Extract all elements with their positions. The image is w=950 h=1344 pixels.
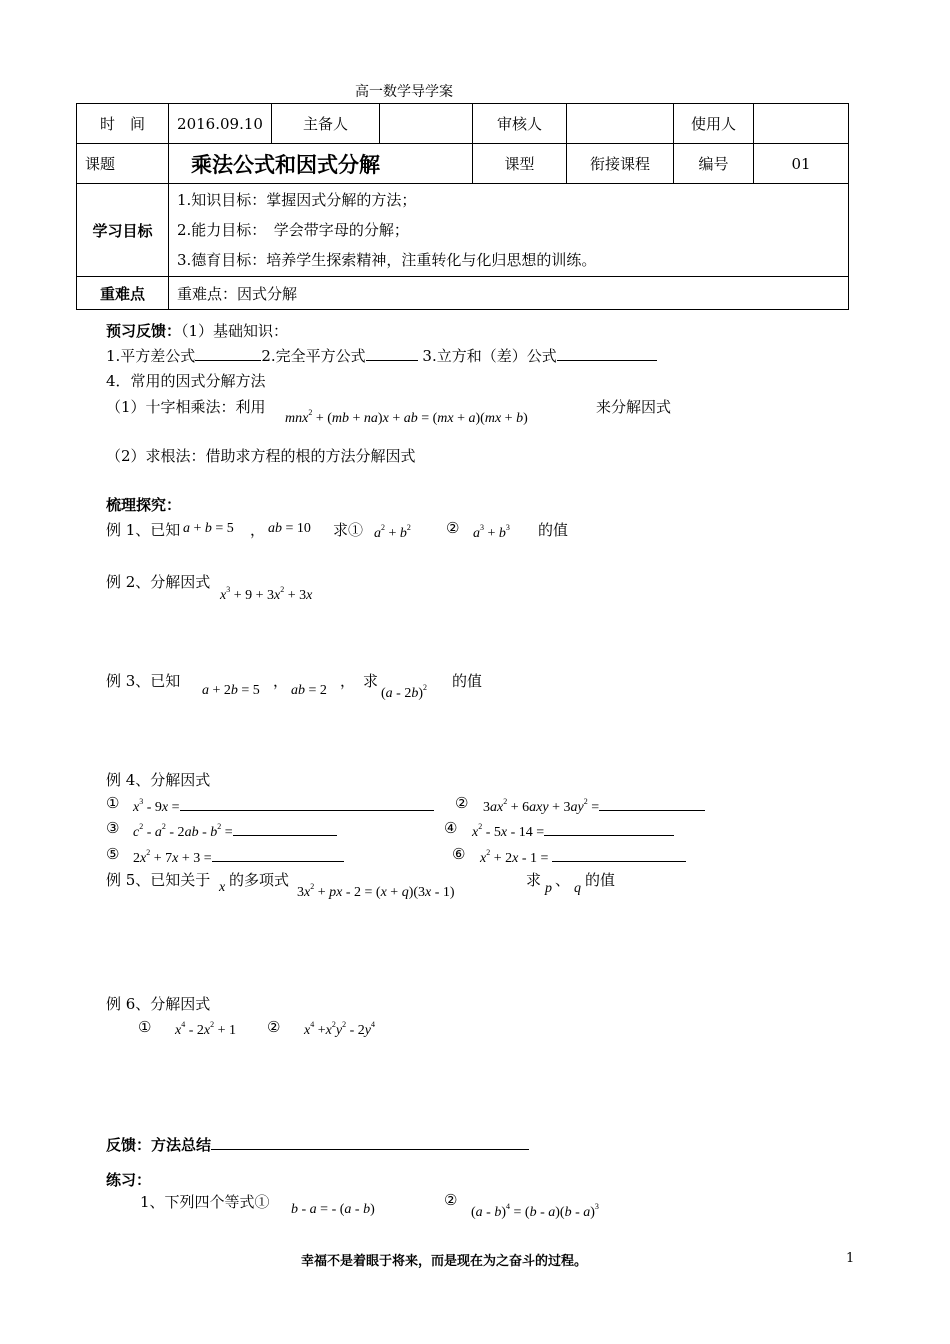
ex3-formula-square: (a - 2b)$^2$ xyxy=(381,683,428,701)
feedback-blank[interactable] xyxy=(211,1135,529,1150)
example-5-c: 求 xyxy=(526,871,542,889)
answer-blank-5[interactable] xyxy=(212,847,344,862)
goal-item: 3.德育目标：培养学生探索精神，注重转化与化归思想的训练。 xyxy=(177,251,597,269)
ex4-formula-6: $x^2 + 2x - 1$ = xyxy=(480,847,686,867)
user-label: 使用人 xyxy=(674,104,754,144)
date-value: 2016.09.10 xyxy=(169,104,272,144)
practice-heading: 练习： xyxy=(106,1171,152,1189)
page-number: 1 xyxy=(846,1251,855,1266)
ex5-variable-q: q xyxy=(574,881,581,896)
circle-3: ③ xyxy=(106,819,120,837)
preparer-label: 主备人 xyxy=(272,104,380,144)
practice-q1: 1、下列四个等式① xyxy=(140,1193,270,1211)
example-5-e: 的值 xyxy=(585,871,616,889)
footer-motto: 幸福不是着眼于将来，而是现在为之奋斗的过程。 xyxy=(301,1254,588,1269)
topic-label: 课题 xyxy=(77,144,169,184)
example-1-b: ， xyxy=(250,521,266,539)
ex1-formula-cubes: $a^3 + b^3$ xyxy=(473,523,510,541)
feedback-line xyxy=(106,1134,529,1155)
example-1-c: 求① xyxy=(333,521,364,539)
ex4-formula-1: $x^3 - 9x$ = xyxy=(133,796,434,816)
example-2: 例 2、分解因式 xyxy=(106,573,211,591)
ex4-formula-3: $c^2 - a^2 - 2ab - b^2$ = xyxy=(133,821,337,841)
example-5-d: 、 xyxy=(555,871,571,889)
header-table xyxy=(76,103,849,310)
practice-formula-2: (a - b)$^4$ = (b - a)(b - a)$^3$ xyxy=(471,1202,599,1220)
number-value: 01 xyxy=(754,144,849,184)
type-label: 课型 xyxy=(473,144,567,184)
topic-value: 乘法公式和因式分解 xyxy=(169,144,473,184)
example-3-d: 求 xyxy=(363,672,379,690)
ex3-formula-product: ab = 2 xyxy=(291,683,327,698)
ex5-formula: $3x^2$ + px - 2 = (x + q)(3x - 1) xyxy=(297,882,455,900)
type-value: 衔接课程 xyxy=(567,144,674,184)
example-3-c: ， xyxy=(340,672,356,690)
example-5-b: 的多项式 xyxy=(229,871,290,889)
preview-items-line xyxy=(106,345,657,366)
example-1-e: 的值 xyxy=(538,521,569,539)
ex5-variable-p: p xyxy=(545,881,552,896)
explore-heading: 梳理探究： xyxy=(106,496,182,514)
blank-1[interactable] xyxy=(195,346,261,361)
example-4: 例 4、分解因式 xyxy=(106,771,211,789)
blank-3[interactable] xyxy=(557,346,657,361)
example-5-a: 例 5、已知关于 xyxy=(106,871,211,889)
ex6-formula-2: $x^4 +x^2y^2 - 2y^4$ xyxy=(304,1020,375,1038)
preview-item-2: 2.完全平方公式 xyxy=(261,347,366,365)
answer-blank-2[interactable] xyxy=(599,796,705,811)
ex4-formula-2: $3ax^2 + 6axy + 3ay^2$ = xyxy=(483,796,705,816)
ex3-formula-sum: a + 2b = 5 xyxy=(202,683,260,698)
key-label: 重难点 xyxy=(77,277,169,310)
goals-label: 学习目标 xyxy=(77,184,169,277)
preview-item-4: 4．常用的因式分解方法 xyxy=(106,372,266,390)
example-1-d: ② xyxy=(446,519,460,537)
circle-4: ④ xyxy=(444,819,458,837)
feedback-label: 反馈：方法总结 xyxy=(106,1136,212,1154)
example-1-a: 例 1、已知 xyxy=(106,521,181,539)
ex6-formula-1: $x^4 - 2x^2 + 1$ xyxy=(175,1020,237,1038)
answer-blank-6[interactable] xyxy=(552,847,686,862)
goals-list xyxy=(169,184,849,277)
blank-2[interactable] xyxy=(366,346,418,361)
answer-blank-3[interactable] xyxy=(233,821,337,836)
circle-1: ① xyxy=(106,794,120,812)
formula-cross-multiply: mnx$^2$ + (mb + na)x + ab = (mx + a)(mx + b) xyxy=(285,408,528,426)
method-1-prefix: （1）十字相乘法：利用 xyxy=(106,398,266,416)
key-value: 重难点：因式分解 xyxy=(169,277,849,310)
preview-item-1: 1.平方差公式 xyxy=(106,347,196,365)
circle-5: ⑤ xyxy=(106,845,120,863)
reviewer-value xyxy=(567,104,674,144)
ex6-circle-1: ① xyxy=(138,1018,152,1036)
ex6-circle-2: ② xyxy=(267,1018,281,1036)
time-label: 时 间 xyxy=(77,104,169,144)
ex1-formula-sum: a + b = 5 xyxy=(183,521,234,536)
answer-blank-4[interactable] xyxy=(544,821,674,836)
goal-item: 1.知识目标：掌握因式分解的方法； xyxy=(177,191,417,209)
example-3-e: 的值 xyxy=(452,672,483,690)
reviewer-label: 审核人 xyxy=(473,104,567,144)
preview-subheading: （1）基础知识： xyxy=(181,322,289,340)
ex4-formula-5: $2x^2 + 7x + 3$ = xyxy=(133,847,344,867)
goal-item: 2.能力目标： 学会带字母的分解； xyxy=(177,221,409,239)
practice-formula-1: b - a = - (a - b) xyxy=(291,1202,375,1217)
user-value xyxy=(754,104,849,144)
preparer-value xyxy=(380,104,473,144)
example-6: 例 6、分解因式 xyxy=(106,995,211,1013)
answer-blank-1[interactable] xyxy=(180,796,434,811)
circle-2: ② xyxy=(455,794,469,812)
number-label: 编号 xyxy=(674,144,754,184)
example-3-a: 例 3、已知 xyxy=(106,672,181,690)
ex1-formula-product: ab = 10 xyxy=(268,521,311,536)
ex1-formula-squares: $a^2 + b^2$ xyxy=(374,523,411,541)
ex4-formula-4: $x^2 - 5x - 14$ = xyxy=(472,821,674,841)
ex5-variable-x: x xyxy=(219,880,226,895)
preview-item-3: 3.立方和（差）公式 xyxy=(422,347,557,365)
example-3-b: ， xyxy=(273,672,289,690)
page-title: 高一数学导学案 xyxy=(355,84,453,100)
ex2-formula: $x^3 + 9 + 3x^2 + 3x$ xyxy=(220,585,313,603)
method-1-suffix: 来分解因式 xyxy=(596,398,672,416)
preview-heading-line xyxy=(106,320,288,341)
preview-heading: 预习反馈： xyxy=(106,322,182,340)
practice-q1-circle-2: ② xyxy=(444,1191,458,1209)
circle-6: ⑥ xyxy=(452,845,466,863)
method-2: （2）求根法：借助求方程的根的方法分解因式 xyxy=(106,447,416,465)
